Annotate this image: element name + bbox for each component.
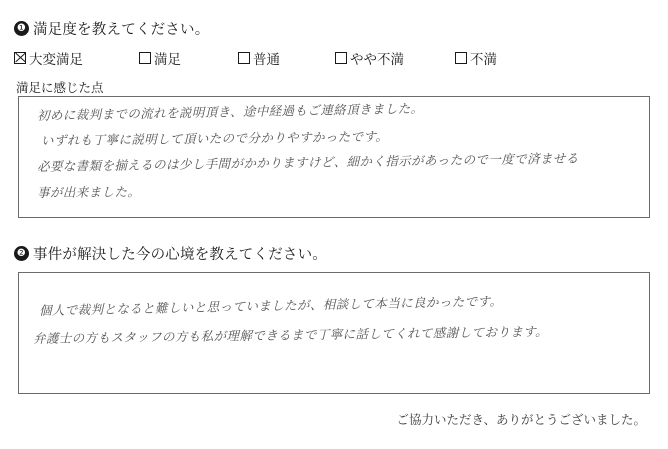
handwritten-line: 事が出来ました。 (36, 184, 141, 200)
option-neutral[interactable] (238, 48, 280, 68)
question-2-number: ❷ (14, 246, 29, 261)
handwritten-line: 弁護士の方もスタッフの方も私が理解できるまで丁寧に話してくれて感謝しております。 (32, 323, 549, 346)
checkbox-icon[interactable] (455, 52, 467, 64)
option-very-satisfied[interactable] (14, 48, 83, 68)
checkbox-icon[interactable] (139, 52, 151, 64)
checkbox-checked-icon[interactable] (14, 52, 26, 64)
satisfaction-options (14, 48, 524, 68)
question-2-heading (14, 243, 327, 264)
answer-field-question-2[interactable] (18, 272, 650, 394)
question-1-number: ❶ (14, 21, 29, 36)
closing-note: ご協力いただき、ありがとうございました。 (396, 412, 646, 427)
question-2-text: 事件が解決した今の心境を教えてください。 (33, 247, 327, 263)
option-label: 不満 (470, 52, 497, 67)
handwritten-answer-2 (19, 273, 649, 393)
satisfaction-reason-label: 満足に感じた点 (16, 81, 104, 95)
handwritten-line: いずれも丁寧に説明して頂いたので分かりやすかったです。 (40, 128, 389, 148)
answer-field-question-1[interactable] (18, 96, 650, 218)
option-somewhat-dissatisfied[interactable] (335, 48, 404, 68)
option-dissatisfied[interactable] (455, 48, 497, 68)
question-1-text: 満足度を教えてください。 (33, 22, 210, 38)
handwritten-line: 初めに裁判までの流れを説明頂き、途中経過もご連絡頂きました。 (36, 100, 424, 123)
option-label: 普通 (253, 52, 280, 67)
handwritten-answer-1 (19, 97, 649, 217)
option-satisfied[interactable] (139, 48, 181, 68)
handwritten-line: 個人で裁判となると難しいと思っていましたが、相談して本当に良かったです。 (38, 293, 503, 318)
handwritten-line: 必要な書類を揃えるのは少し手間がかかりますけど、細かく指示があったので一度で済ませる (36, 150, 579, 174)
option-label: 満足 (154, 52, 181, 67)
checkbox-icon[interactable] (335, 52, 347, 64)
question-1-heading (14, 18, 209, 39)
checkbox-icon[interactable] (238, 52, 250, 64)
option-label: やや不満 (350, 52, 404, 67)
option-label: 大変満足 (29, 52, 83, 67)
